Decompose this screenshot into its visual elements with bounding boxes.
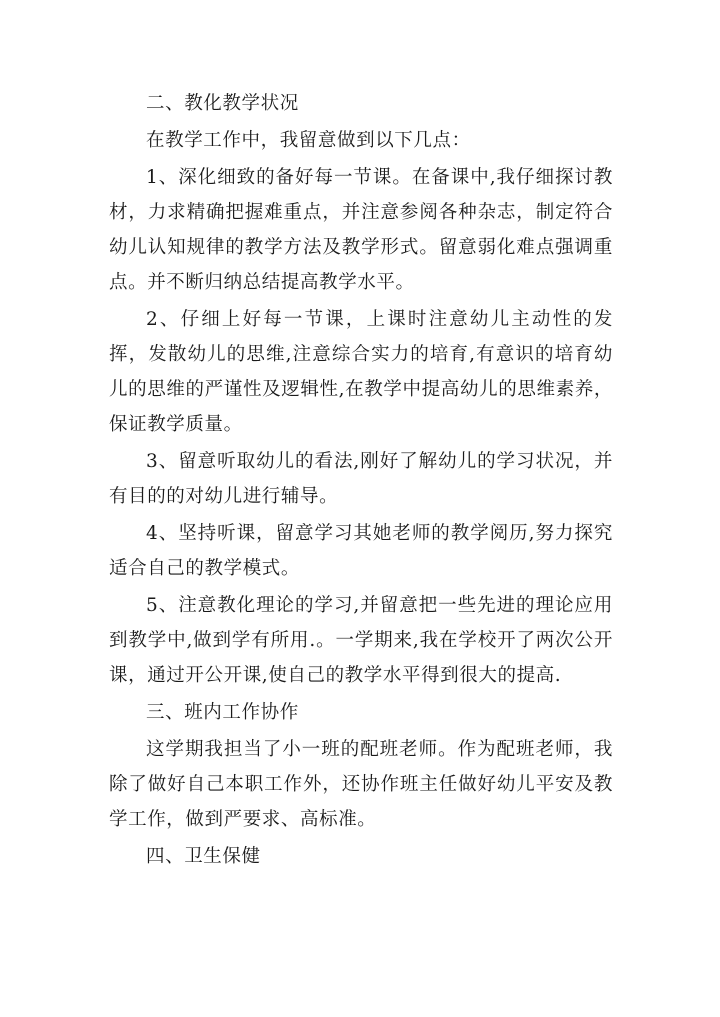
paragraph-class-work: 这学期我担当了小一班的配班老师。作为配班老师，我除了做好自己本职工作外，还协作班主任做好幼儿平安及教学工作，做到严要求、高标准。 (109, 739, 613, 830)
paragraph-point-1: 1、深化细致的备好每一节课。在备课中,我仔细探讨教材，力求精确把握难重点，并注意参阅各种杂志，制定符合幼儿认知规律的教学方法及教学形式。留意弱化难点强调重点。并不断归纳总结提高教学水平。 (109, 167, 613, 293)
section-heading-teaching: 二、教化教学状况 (146, 93, 299, 114)
paragraph-point-5: 5、注意教化理论的学习,并留意把一些先进的理论应用到教学中,做到学有所用.。一学期来,我在学校开了两次公开课，通过开公开课,使自己的教学水平得到很大的提高. (109, 595, 613, 686)
paragraph-point-2: 2、仔细上好每一节课，上课时注意幼儿主动性的发挥，发散幼儿的思维,注意综合实力的培育,有意识的培育幼儿的思维的严谨性及逻辑性,在教学中提高幼儿的思维素养，保证教学质量。 (109, 309, 613, 435)
section-heading-health: 四、卫生保健 (146, 846, 261, 867)
paragraph-point-4: 4、坚持听课，留意学习其她老师的教学阅历,努力探究适合自己的教学模式。 (109, 523, 613, 579)
section-heading-class-work: 三、班内工作协作 (146, 702, 299, 723)
paragraph-intro: 在教学工作中，我留意做到以下几点： (146, 130, 471, 151)
paragraph-point-3: 3、留意听取幼儿的看法,刚好了解幼儿的学习状况，并有目的的对幼儿进行辅导。 (109, 451, 613, 507)
document-page (109, 86, 613, 876)
